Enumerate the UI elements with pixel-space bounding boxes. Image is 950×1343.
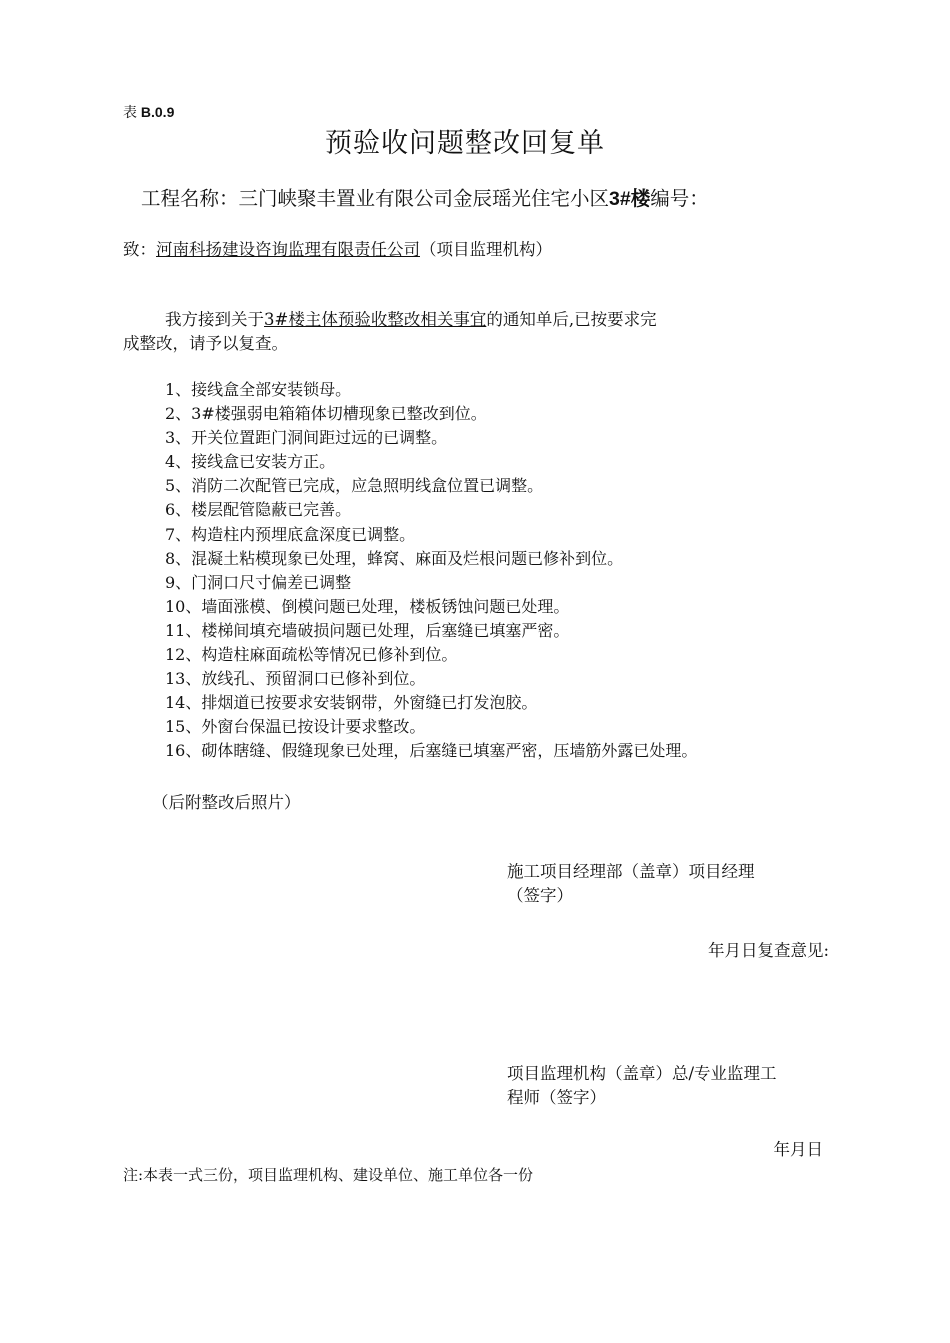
intro-after: 的通知单后,已按要求完 xyxy=(486,310,657,329)
supervisor-signature-block xyxy=(507,1062,827,1110)
table-number-code: B.0.9 xyxy=(140,104,175,120)
rectification-list xyxy=(165,378,697,764)
intro-before: 我方接到关于 xyxy=(165,310,264,329)
list-item: 2、3#楼强弱电箱箱体切槽现象已整改到位。 xyxy=(165,404,487,424)
project-name: 三门峡聚丰置业有限公司金辰瑶光住宅小区 xyxy=(238,187,610,210)
list-item: 13、放线孔、预留洞口已修补到位。 xyxy=(165,669,426,689)
list-item: 10、墙面涨模、倒模问题已处理，楼板锈蚀问题已处理。 xyxy=(165,596,570,616)
document-title: 预验收问题整改回复单 xyxy=(325,128,605,159)
contractor-sign-line-2: （签字） xyxy=(507,886,573,905)
list-item: 12、构造柱麻面疏松等情况已修补到位。 xyxy=(165,645,458,665)
project-code-label: 编号： xyxy=(650,187,709,210)
list-item: 6、楼层配管隐蔽已完善。 xyxy=(165,500,352,520)
final-date-line: 年月日 xyxy=(773,1140,823,1159)
list-item: 8、混凝土粘模现象已处理，蜂窝、麻面及烂根问题已修补到位。 xyxy=(165,548,624,568)
list-item: 4、接线盒已安装方正。 xyxy=(165,452,336,472)
list-item: 15、外窗台保温已按设计要求整改。 xyxy=(165,717,426,737)
table-number-prefix: 表 xyxy=(123,104,137,120)
intro-paragraph xyxy=(123,308,763,356)
list-item: 7、构造柱内预埋底盒深度已调整。 xyxy=(165,524,416,544)
list-item: 1、接线盒全部安装锁母。 xyxy=(165,380,352,399)
addressee-org: 河南科扬建设咨询监理有限责任公司 xyxy=(156,240,420,259)
addressee-line xyxy=(123,236,552,260)
list-item: 11、楼梯间填充墙破损问题已处理，后塞缝已填塞严密。 xyxy=(165,620,570,640)
list-item: 5、消防二次配管已完成，应急照明线盒位置已调整。 xyxy=(165,476,544,496)
list-item: 16、砌体瞎缝、假缝现象已处理，后塞缝已填塞严密，压墙筋外露已处理。 xyxy=(165,741,698,761)
intro-subject: 3#楼主体预验收整改相关事宜 xyxy=(264,310,487,329)
list-item: 3、开关位置距门洞间距过远的已调整。 xyxy=(165,428,448,448)
supervisor-sign-line-2: 程师（签字） xyxy=(507,1088,606,1107)
project-line xyxy=(141,183,709,211)
intro-line-1 xyxy=(123,308,763,332)
list-item: 9、门洞口尺寸偏差已调整 xyxy=(165,572,352,592)
project-building: 3#楼 xyxy=(609,188,651,210)
footnote: 注:本表一式三份，项目监理机构、建设单位、施工单位各一份 xyxy=(123,1166,534,1184)
addressee-prefix: 致： xyxy=(123,240,156,259)
contractor-signature-block xyxy=(507,860,827,908)
contractor-sign-line-1: 施工项目经理部（盖章）项目经理 xyxy=(507,862,755,881)
intro-line-2: 成整改，请予以复查。 xyxy=(123,334,288,353)
list-item: 14、排烟道已按要求安装钢带，外窗缝已打发泡胶。 xyxy=(165,693,538,713)
project-label: 工程名称： xyxy=(141,187,239,210)
photos-note: （后附整改后照片） xyxy=(152,793,301,812)
supervisor-sign-line-1: 项目监理机构（盖章）总/专业监理工 xyxy=(507,1064,777,1083)
table-number xyxy=(123,102,174,122)
addressee-suffix: （项目监理机构） xyxy=(420,240,552,259)
review-date-line: 年月日复查意见: xyxy=(707,941,829,960)
